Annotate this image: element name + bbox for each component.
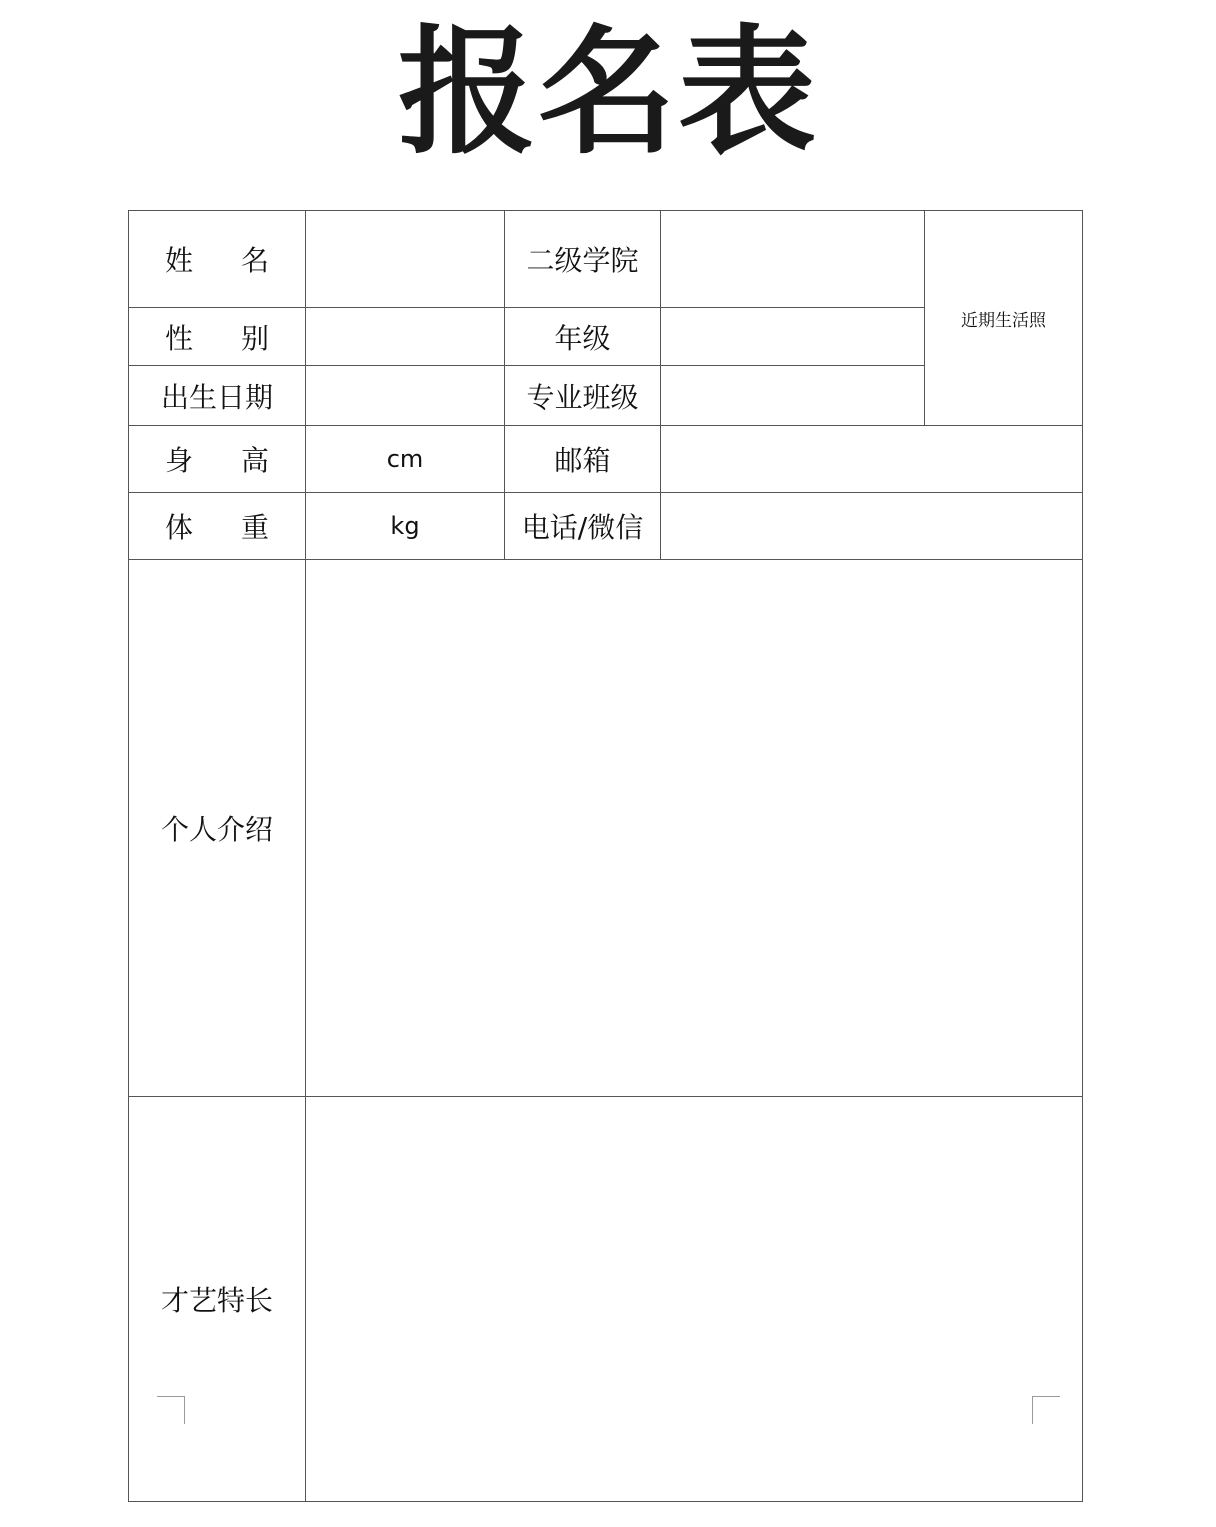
corner-crop-mark-left [157, 1396, 185, 1424]
corner-crop-mark-right [1032, 1396, 1060, 1424]
talent-label: 才艺特长 [129, 1097, 306, 1502]
height-label-cell [129, 426, 306, 493]
phone-field[interactable] [661, 493, 1083, 560]
gender-label-cell [129, 308, 306, 366]
weight-field[interactable]: kg [306, 493, 505, 560]
photo-area[interactable]: 近期生活照 [925, 211, 1083, 426]
birthdate-label: 出生日期 [129, 366, 306, 426]
weight-label: 体 重 [165, 511, 269, 544]
email-field[interactable] [661, 426, 1083, 493]
intro-field[interactable] [306, 560, 1083, 1097]
height-label: 身 高 [165, 444, 269, 477]
major-class-field[interactable] [661, 366, 925, 426]
intro-label: 个人介绍 [129, 560, 306, 1097]
registration-form-table [128, 210, 1083, 1502]
height-field[interactable]: cm [306, 426, 505, 493]
college-label: 二级学院 [505, 211, 661, 308]
gender-field[interactable] [306, 308, 505, 366]
email-label: 邮箱 [505, 426, 661, 493]
grade-field[interactable] [661, 308, 925, 366]
weight-label-cell [129, 493, 306, 560]
major-class-label: 专业班级 [505, 366, 661, 426]
grade-label: 年级 [505, 308, 661, 366]
phone-label: 电话/微信 [505, 493, 661, 560]
name-label: 姓 名 [165, 244, 269, 277]
college-field[interactable] [661, 211, 925, 308]
name-label-cell [129, 211, 306, 308]
birthdate-field[interactable] [306, 366, 505, 426]
name-field[interactable] [306, 211, 505, 308]
talent-field[interactable] [306, 1097, 1083, 1502]
gender-label: 性 别 [165, 321, 269, 355]
page-title: 报名表 [397, 12, 818, 173]
